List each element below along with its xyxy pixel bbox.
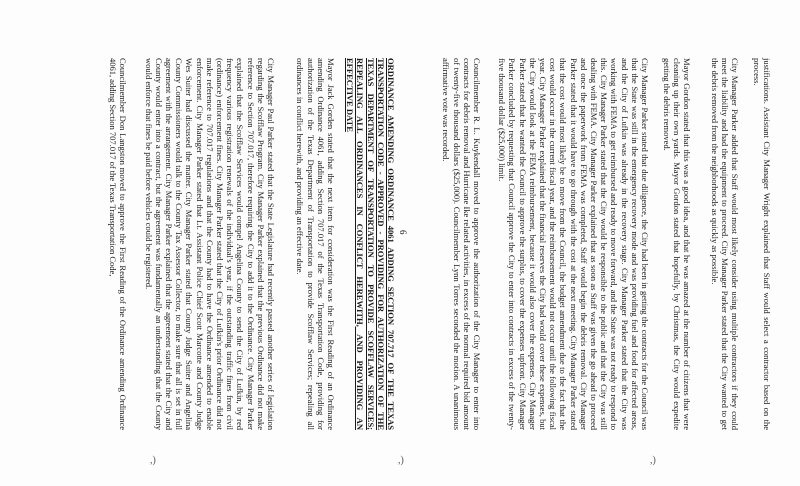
page-number: 6: [398, 230, 408, 235]
paragraph-7: City Manager Paul Parker stated that the State Legislature had recently passed another series of legislation regarding the Scofflaw Program. City Manager Parker explained that the previous Ordinance did not make reference to Section 707.017, therefore requiring the City to add it to the Ordinance. City Manager Parker explained that the Scofflaw Services would compel Angelina County to send the City of Lufkin, by red frequency various registration renewals of the individual's year, if the outstanding traffic fines from civil (ordinance) enforcement fines. City Manager Parker stated that the City of Lufkin's prior Ordinance did not make reference to 707.017 regulations and that the County had to have the Ordinance amended to enable enforcement. City Manager Parker stated that Lt. Assistant Police Chief Scott Marcotte and County Judge Wes Suiter had discussed the matter. City Manager Parker stated that County Judge Suiter and Angelina County Commissioners would talk to the County Tax Assessor Collector, to make sure that all is set in full agreement with the arrangement. City Manager Parker explained that the agreement stated that the City and County would enter into a contract, but the agreement was fundamentally an understanding that the County would enforce that fines be paid before vehicles could be registered.: [143, 58, 276, 430]
paragraph-6: Mayor Jack Gorden stated that the next item for consideration was the First Reading of an Ordinance amending Ordinance 4061, adding Section 707.017 of the Texas Transportation Code, providing for authorization of the Texas Department of Transportation to provide Scofflaw Services; repealing all ordinances in conflict herewith, and providing an effective date.: [295, 58, 336, 430]
paragraph-8: Councilmember Don Langston moved to approve the First Reading of the Ordinance amending Ordinance 4061, adding Section 707.017 of the Texas Transportation Code,: [107, 58, 128, 430]
section-heading: ORDINANCE AMENDING ORDINANCE 4061 ADDING SECTION 707.717 OF THE TEXAS TRANSPORTATION CODE - APPROVED - PROVIDING FOR AUTHORIZATION OF THE TEXAS DEPARTMENT OF TRANSPORTATION TO PROVIDE SCOFFLAW SERVICES; REPEALING ALL ORDINANCES IN CONFLICT HEREWITH, AND PROVIDING AN EFFECTIVE DATE: [345, 58, 396, 430]
margin-mark-left: ,): [150, 455, 156, 466]
paragraph-1: justifications. Assistant City Manager Wright explained that Staff would select a contractor based on the process.: [751, 58, 772, 430]
paragraph-2: City Manager Parker added that Staff would most likely consider using multiple contractors if they could meet the liability and had the equipment to proceed. City Manager Parker stated that the City wanted to get the debris removed from the neighborhoods as quickly as possible.: [709, 58, 740, 430]
margin-mark-middle: ,): [398, 455, 404, 466]
margin-mark-right: ,): [650, 455, 656, 466]
paragraph-4: City Manager Parker stated that due diligence, the City had been in getting the contracts for the Council was that the State was still in the emergency recovery mode and was providing fuel and food for affected areas, and the City of Lufkin was already in the recovery stage. City Manager Parker stated that the City was working with FEMA to get reimbursed and ready to move forward, and the State was not ready to respond to this. City Manager Parker stated that the City would be responsible to the public and that the City was still dealing with FEMA. City Manager Parker explained that as soon as Staff was given the go ahead to proceed and once the paperwork from FEMA was completed, Staff would begin the debris removal. City Manager Parker stated that it would have to go through with the cost at the next meeting. City Manager Parker stated that the cost would most likely be to move from the Council, the budget amendment due to the fact that the cost would occur in the current fiscal year, and the reimbursement would not occur until the following fiscal year. City Manager Parker explained that the financial reserves the City had would cover these expenses, but the City would look at the FEMA reimbursement, because it would also cover the expenses. City Manager Parker stated that he wanted the Council to approve the surplus, to cover the expenses upfront. City Manager Parker concluded by requesting that Council approve the City to enter into contracts in excess of the twenty-five thousand dollar ($25,000) limit.: [497, 58, 650, 430]
paragraph-3: Mayor Gordon stated that this was a good idea, and that he was amazed at the number of citizens that were cleaning up their own yards. Mayor Gordon stated that hopefully, by Christmas, the City would expedite getting the debris removed.: [661, 58, 692, 430]
paragraph-5: Councilmember R. L. Kuykendall moved to approve the authorization of the City Manager to enter into contracts for debris removal and Hurricane Ike related activities, in excess of the normal required bid amount of twenty-five thousand dollars ($25,000). Councilmember Lynn Torres seconded the motion. A unanimous affirmative vote was recorded.: [441, 58, 482, 430]
